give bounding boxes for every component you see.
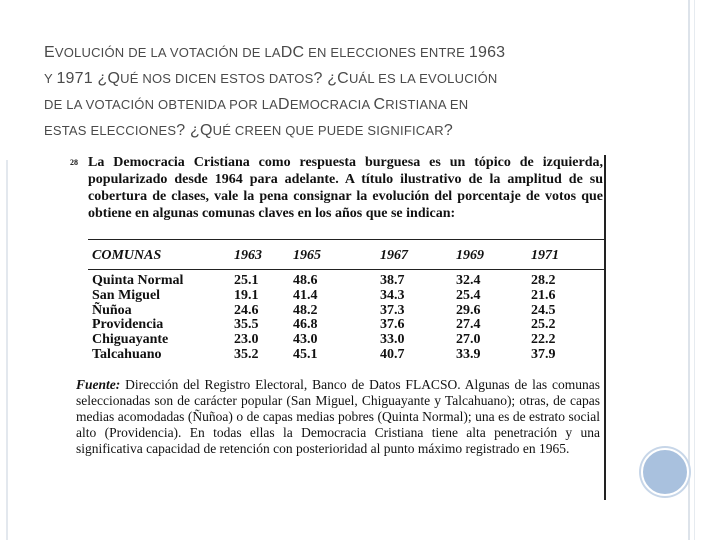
header-1969: 1969 — [456, 248, 484, 263]
header-1965: 1965 — [293, 248, 321, 263]
table-row: Providencia 35.5 46.8 37.6 27.4 25.2 — [92, 317, 556, 333]
source-note — [76, 377, 600, 457]
heading-line-1: EVOLUCIÓN DE LA VOTACIÓN DE LADC EN ELECCIONES ENTRE 1963 — [44, 44, 506, 61]
decorative-circle — [641, 448, 689, 496]
header-1967: 1967 — [380, 248, 408, 263]
intro-paragraph: La Democracia Cristiana como respuesta burguesa es un tópico de izquierda, popularizado desde 1964 para adelante. A título ilustrativo de la amplitud de su cobertura de clases, vale la pena consignar la evolución del porcentaje de votos que obtiene en algunas comunas claves en los años que se indican: — [88, 155, 603, 221]
slide-frame-right — [688, 0, 690, 540]
slide-frame-left — [6, 160, 8, 540]
footnote-number: 28 — [70, 158, 78, 167]
source-text: Dirección del Registro Electoral, Banco de Datos FLACSO. Algunas de las comunas seleccionadas son de carácter popular (San Miguel, Chiguayante y Talcahuano); otras, de capas medias acomodadas (Ñuñoa) o de capas medias pobres (Quinta Normal); una es de estrato social alto (Providencia). En todas ellas la Democracia Cristiana tiene alta penetración y una significativa capacidad de retención con posterioridad al punto máximo registrado en 1965. — [76, 377, 600, 456]
table-header-row — [88, 248, 605, 266]
table-row: Chiguayante 23.0 43.0 33.0 27.0 22.2 — [92, 332, 556, 348]
table-header-rule — [88, 269, 605, 270]
heading-line-2: Y 1971 ¿QUÉ NOS DICEN ESTOS DATOS? ¿CUÁL ES LA EVOLUCIÓN — [44, 70, 498, 87]
heading-line-4: ESTAS ELECCIONES? ¿QUÉ CREEN QUE PUEDE SIGNIFICAR? — [44, 122, 453, 139]
header-1963: 1963 — [234, 248, 262, 263]
scan-edge-line — [604, 155, 606, 500]
table-row: Ñuñoa 24.6 48.2 37.3 29.6 24.5 — [92, 302, 556, 318]
slide-frame-right-inner — [694, 0, 695, 540]
table-row: Talcahuano 35.2 45.1 40.7 33.9 37.9 — [92, 346, 556, 362]
table-top-rule — [88, 239, 605, 240]
table-body — [88, 273, 605, 362]
source-label: Fuente: — [76, 377, 121, 392]
table-row: Quinta Normal 25.1 48.6 38.7 32.4 28.2 — [92, 273, 556, 288]
scanned-document — [70, 152, 610, 502]
header-1971: 1971 — [531, 248, 559, 263]
header-comunas: COMUNAS — [92, 248, 162, 263]
heading-line-3: DE LA VOTACIÓN OBTENIDA POR LADEMOCRACIA CRISTIANA EN — [44, 96, 469, 113]
slide-heading — [44, 40, 644, 144]
table-row: San Miguel 19.1 41.4 34.3 25.4 21.6 — [92, 287, 556, 303]
